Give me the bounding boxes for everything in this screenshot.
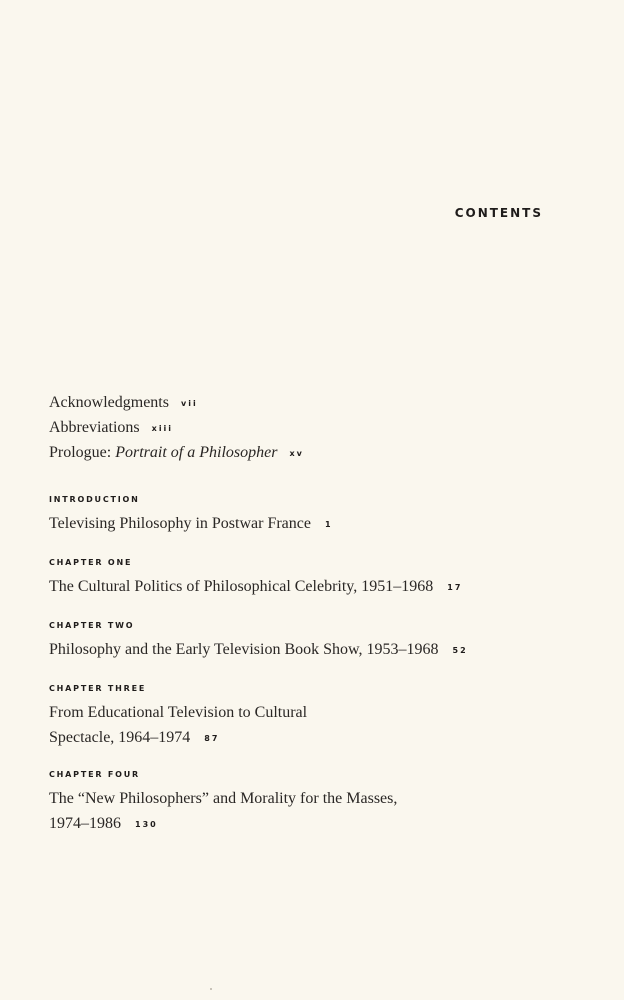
section-label: CHAPTER FOUR [49, 770, 141, 779]
section-label: CHAPTER TWO [49, 621, 135, 630]
toc-entry-acknowledgments[interactable] [49, 391, 569, 416]
page-number: 52 [452, 646, 468, 655]
page-number: xv [289, 449, 304, 458]
toc-section-chapter-three[interactable] [49, 683, 589, 751]
entry-title-prefix: Prologue: [49, 444, 116, 461]
title-line: Philosophy and the Early Television Book Show, 1953–1968 [49, 641, 439, 658]
toc-entry-abbreviations[interactable] [49, 416, 569, 441]
title-line: Spectacle, 1964–1974 [49, 729, 191, 746]
title-line: From Educational Television to Cultural [49, 704, 308, 721]
section-title [49, 574, 589, 600]
toc-section-chapter-one[interactable] [49, 557, 589, 600]
toc-section-chapter-four[interactable] [49, 769, 589, 837]
toc-entry-prologue[interactable] [49, 441, 569, 466]
title-line: Televising Philosophy in Postwar France [49, 515, 311, 532]
contents-heading: CONTENTS [454, 206, 543, 220]
section-label: INTRODUCTION [49, 495, 140, 504]
page-number: 1 [324, 520, 333, 529]
section-label: CHAPTER THREE [49, 684, 147, 693]
section-title [49, 637, 589, 663]
title-line: The “New Philosophers” and Morality for the Masses, [49, 790, 398, 807]
toc-section-chapter-two[interactable] [49, 620, 589, 663]
paper-speck [210, 988, 212, 990]
section-title [49, 511, 589, 537]
page-number: xiii [151, 424, 174, 433]
section-label: CHAPTER ONE [49, 558, 133, 567]
page-number: vii [180, 399, 198, 408]
title-line: The Cultural Politics of Philosophical Celebrity, 1951–1968 [49, 578, 434, 595]
page-number: 87 [204, 734, 220, 743]
entry-title: Abbreviations [49, 419, 140, 436]
section-title [49, 786, 589, 837]
page-number: 130 [135, 820, 158, 829]
section-title [49, 700, 589, 751]
entry-title: Acknowledgments [49, 394, 169, 411]
entry-title-italic: Portrait of a Philosopher [115, 444, 278, 461]
front-matter-list [49, 391, 569, 466]
toc-section-introduction[interactable] [49, 494, 589, 537]
page-number: 17 [447, 583, 463, 592]
title-line: 1974–1986 [49, 815, 121, 832]
